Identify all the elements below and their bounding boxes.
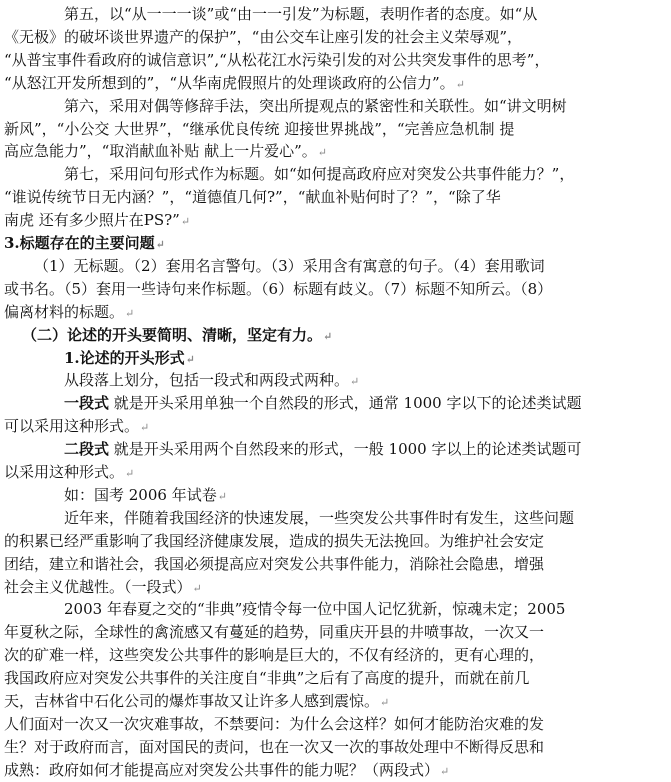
- line-text: 高应急能力”，“取消献血补贴 献上一片爱心”。: [4, 142, 317, 161]
- line-text: 3.标题存在的主要问题: [4, 234, 155, 252]
- term-label: 一段式: [64, 394, 110, 413]
- text-line: [0, 712, 671, 736]
- paragraph-mark-icon: ↵: [380, 696, 390, 709]
- text-line: [0, 758, 671, 782]
- paragraph-mark-icon: ↵: [455, 77, 465, 91]
- text-line: [0, 71, 671, 95]
- text-line: [0, 94, 671, 118]
- paragraph-mark-icon: ↵: [317, 146, 327, 160]
- line-text: （1）无标题。（2）套用名言警句。（3）采用含有寓意的句子。（4）套用歌词: [34, 256, 545, 275]
- paragraph-mark-icon: ↵: [125, 467, 135, 480]
- text-line: [0, 735, 671, 759]
- line-text: 就是开头采用单独一个自然段的形式，通常 1000 字以下的论述类试题: [109, 394, 582, 413]
- text-line: [0, 506, 671, 530]
- line-text: 就是开头采用两个自然段来的形式，一般 1000 字以上的论述类试题可: [109, 440, 582, 459]
- text-line: [0, 162, 671, 186]
- line-text: 人们面对一次又一次灾难事故，不禁要问：为什么会这样？如何才能防治灾难的发: [4, 714, 545, 733]
- text-line: [0, 346, 671, 370]
- text-line: [0, 483, 671, 507]
- paragraph-mark-icon: ↵: [323, 329, 333, 343]
- line-text: 近年来，伴随着我国经济的快速发展，一些突发公共事件时有发生，这些问题: [64, 508, 575, 527]
- text-line: [0, 575, 671, 599]
- line-text: 第五，以“从一一一谈”或“由一一引发”为标题，表明作者的态度。如“从: [64, 5, 538, 23]
- text-line: [0, 2, 671, 26]
- line-text: 年夏秋之际，全球性的禽流感又有蔓延的趋势，同重庆开县的井喷事故，一次又一: [4, 623, 545, 642]
- text-line: [0, 323, 671, 347]
- line-text: “从怒江开发所想到的”，“从华南虎假照片的处理谈政府的公信力”。: [4, 73, 455, 92]
- line-text: “从普宝事件看政府的诚信意识”,“从松花江水污染引发的对公共突发事件的思考”，: [4, 50, 550, 69]
- text-line: [0, 414, 671, 438]
- paragraph-mark-icon: ↵: [125, 306, 135, 320]
- line-text: 从段落上划分，包括一段式和两段式两种。: [64, 371, 350, 390]
- line-text: 2003 年春夏之交的“非典”疫情令每一位中国人记忆犹新，惊魂未定；2005: [64, 600, 566, 619]
- paragraph-mark-icon: ↵: [140, 421, 150, 435]
- line-text: （二）论述的开头要简明、清晰，坚定有力。: [22, 325, 323, 344]
- term-label: 二段式: [64, 440, 110, 459]
- line-text: 生？对于政府而言，面对国民的责问，也在一次又一次的事故处理中不断得反思和: [4, 737, 545, 756]
- line-text: 如：国考 2006 年试卷: [64, 485, 217, 504]
- line-text: 社会主义优越性。（一段式）: [4, 577, 192, 596]
- paragraph-mark-icon: ↵: [350, 375, 360, 389]
- text-line: [0, 437, 671, 461]
- text-line: [0, 597, 671, 621]
- paragraph-mark-icon: ↵: [180, 215, 191, 229]
- line-text: “谁说传统节日无内涵？”，“道德值几何?”，“献血补贴何时了？”，“除了华: [4, 188, 501, 207]
- text-line: [0, 391, 671, 415]
- line-text: 第七，采用问句形式作为标题。如“如何提高政府应对突发公共事件能力？”，: [64, 165, 575, 184]
- text-line: [0, 254, 671, 278]
- text-line: [0, 139, 671, 163]
- text-line: [0, 231, 671, 255]
- line-text: 或书名。（5）套用一些诗句来作标题。（6）标题有歧义。（7）标题不知所云。（8）: [4, 279, 553, 298]
- text-line: [0, 552, 671, 576]
- text-line: [0, 25, 671, 49]
- paragraph-mark-icon: ↵: [440, 764, 450, 778]
- text-line: [0, 117, 671, 141]
- line-text: 新风”，“小公交 大世界”，“继承优良传统 迎接世界挑战”，“完善应急机制 提: [4, 119, 515, 138]
- line-text: 天，吉林省中石化公司的爆炸事故又让许多人感到震惊。: [4, 692, 380, 710]
- line-text: 1.论述的开头形式: [64, 348, 185, 367]
- text-line: [0, 460, 671, 484]
- text-line: [0, 689, 671, 713]
- paragraph-mark-icon: ↵: [192, 581, 202, 595]
- line-text: 成熟：政府如何才能提高应对突发公共事件的能力呢？（两段式）: [4, 760, 440, 779]
- text-line: [0, 300, 671, 324]
- text-line: [0, 277, 671, 301]
- text-line: [0, 208, 671, 232]
- line-text: 我国政府应对突发公共事件的关注度自“非典”之后有了高度的提升，而就在前几: [4, 669, 530, 688]
- line-text: 偏离材料的标题。: [4, 302, 125, 321]
- text-line: [0, 643, 671, 667]
- paragraph-mark-icon: ↵: [155, 238, 165, 251]
- text-line: [0, 620, 671, 644]
- line-text: 的积累已经严重影响了我国经济健康发展，造成的损失无法挽回。为维护社会安定: [4, 531, 545, 550]
- line-text: 可以采用这种形式。: [4, 417, 140, 436]
- text-line: [0, 529, 671, 553]
- paragraph-mark-icon: ↵: [217, 489, 227, 503]
- paragraph-mark-icon: ↵: [185, 352, 195, 366]
- line-text: 次的矿难一样，这些突发公共事件的影响是巨大的，不仅有经济的，更有心理的，: [4, 646, 545, 665]
- text-line: [0, 368, 671, 392]
- line-text: 《无极》的破坏谈世界遗产的保护”，“由公交车让座引发的社会主义荣辱观”，: [4, 27, 523, 46]
- text-line: [0, 666, 671, 690]
- line-text: 以采用这种形式。: [4, 463, 125, 481]
- text-line: [0, 48, 671, 72]
- line-text: 第六，采用对偶等修辞手法，突出所提观点的紧密性和关联性。如“讲文明树: [64, 96, 567, 115]
- line-text: 南虎 还有多少照片在PS?”: [4, 211, 180, 230]
- text-line: [0, 185, 671, 209]
- line-text: 团结，建立和谐社会，我国必须提高应对突发公共事件能力，消除社会隐患，增强: [4, 554, 545, 573]
